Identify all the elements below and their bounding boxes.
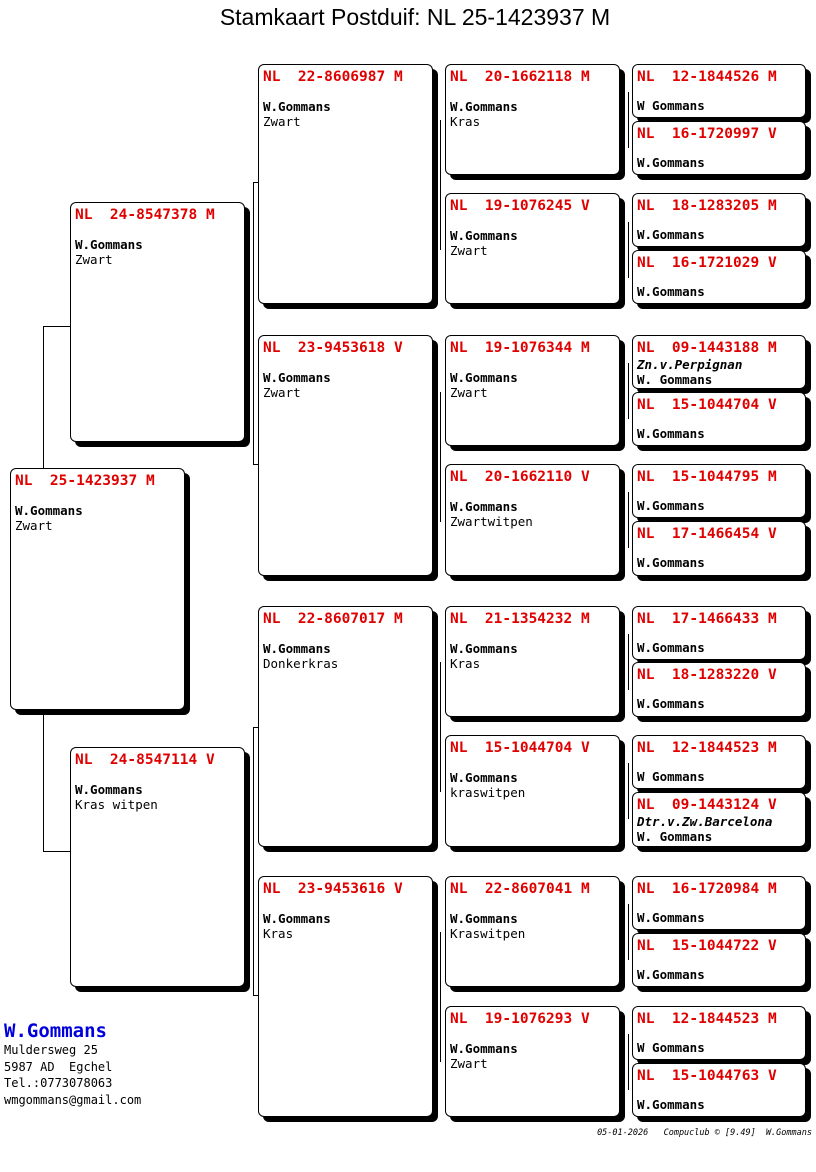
pigeon-color: Zwartwitpen [450, 514, 533, 529]
connector-line [253, 182, 254, 464]
pigeon-color: Zwart [450, 243, 488, 258]
ring-number: NL 25-1423937 M [15, 473, 155, 489]
owner-name: W.Gommans [450, 770, 518, 785]
ring-number: NL 22-8606987 M [263, 69, 403, 85]
great-great-grandparent-card [632, 792, 806, 847]
owner-name: W.Gommans [637, 155, 705, 170]
connector-line [43, 326, 44, 468]
owner-name: W.Gommans [450, 911, 518, 926]
pigeon-color: Donkerkras [263, 656, 339, 671]
breeder-name: W.Gommans [4, 1020, 107, 1042]
owner-name: W Gommans [637, 1040, 705, 1055]
ring-number: NL 17-1466454 V [637, 526, 777, 542]
breeder-info [4, 1020, 141, 1108]
subject-card [10, 468, 185, 710]
owner-name: W.Gommans [263, 641, 331, 656]
owner-name: W.Gommans [450, 1041, 518, 1056]
ring-number: NL 19-1076293 V [450, 1011, 590, 1027]
owner-name: W.Gommans [637, 426, 705, 441]
ring-number: NL 15-1044722 V [637, 938, 777, 954]
connector-line [628, 92, 629, 148]
great-grandparent-card [445, 876, 620, 987]
connector-line [628, 904, 629, 960]
pigeon-color: Zwart [450, 385, 488, 400]
grandparent-card [258, 606, 433, 847]
connector-line [628, 222, 629, 278]
connector-line [440, 662, 441, 792]
owner-name: W.Gommans [263, 911, 331, 926]
pigeon-color: Zwart [75, 252, 113, 267]
great-great-grandparent-card [632, 876, 806, 930]
great-grandparent-card [445, 193, 620, 304]
owner-name: W.Gommans [450, 228, 518, 243]
pigeon-color: Zwart [450, 1056, 488, 1071]
connector-line [628, 492, 629, 548]
great-grandparent-card [445, 606, 620, 717]
owner-name: W.Gommans [75, 237, 143, 252]
owner-name: W.Gommans [263, 370, 331, 385]
ring-number: NL 21-1354232 M [450, 611, 590, 627]
pigeon-color: Kraswitpen [450, 926, 526, 941]
pigeon-color: Kras [263, 926, 294, 941]
ring-number: NL 09-1443124 V [637, 797, 777, 813]
ring-number: NL 23-9453616 V [263, 881, 403, 897]
owner-name: W.Gommans [637, 555, 705, 570]
breeder-city: 5987 AD Egchel [4, 1059, 113, 1074]
great-great-grandparent-card [632, 933, 806, 987]
owner-name: W.Gommans [450, 499, 518, 514]
connector-line [253, 727, 254, 995]
owner-name: W.Gommans [637, 910, 705, 925]
ring-number: NL 15-1044704 V [450, 740, 590, 756]
great-great-grandparent-card [632, 662, 806, 717]
great-great-grandparent-card [632, 250, 806, 304]
owner-name: W.Gommans [637, 284, 705, 299]
pigeon-color: Kras [450, 656, 481, 671]
great-grandparent-card [445, 735, 620, 847]
ring-number: NL 16-1720997 V [637, 126, 777, 142]
ring-number: NL 22-8607017 M [263, 611, 403, 627]
great-great-grandparent-card [632, 735, 806, 789]
great-great-grandparent-card [632, 1006, 806, 1060]
connector-line [43, 326, 71, 327]
great-grandparent-card [445, 1006, 620, 1117]
pigeon-color: Zwart [15, 518, 53, 533]
ring-number: NL 17-1466433 M [637, 611, 777, 627]
pedigree-note: Zn.v.Perpignan [637, 357, 743, 372]
great-great-grandparent-card [632, 335, 806, 389]
connector-line [440, 120, 441, 250]
great-grandparent-card [445, 464, 620, 576]
pigeon-color: Zwart [263, 114, 301, 129]
ring-number: NL 19-1076344 M [450, 340, 590, 356]
owner-name: W Gommans [637, 98, 705, 113]
owner-name: W.Gommans [450, 370, 518, 385]
grandparent-card [258, 876, 433, 1117]
breeder-email: wmgommans@gmail.com [4, 1092, 142, 1107]
owner-name: W.Gommans [637, 696, 705, 711]
ring-number: NL 12-1844526 M [637, 69, 777, 85]
connector-line [628, 1034, 629, 1090]
owner-name: W.Gommans [637, 640, 705, 655]
ring-number: NL 20-1662110 V [450, 469, 590, 485]
great-grandparent-card [445, 64, 620, 175]
owner-name: W.Gommans [75, 782, 143, 797]
owner-name: W.Gommans [15, 503, 83, 518]
great-great-grandparent-card [632, 521, 806, 576]
great-grandparent-card [445, 335, 620, 446]
great-great-grandparent-card [632, 1063, 806, 1117]
connector-line [43, 715, 44, 851]
great-great-grandparent-card [632, 193, 806, 247]
ring-number: NL 12-1844523 M [637, 1011, 777, 1027]
owner-name: W Gommans [637, 769, 705, 784]
pigeon-color: Kras witpen [75, 797, 158, 812]
owner-name: W.Gommans [637, 967, 705, 982]
connector-line [440, 392, 441, 522]
owner-name: W. Gommans [637, 372, 713, 387]
father-card [70, 202, 245, 442]
owner-name: W.Gommans [450, 641, 518, 656]
ring-number: NL 20-1662118 M [450, 69, 590, 85]
ring-number: NL 09-1443188 M [637, 340, 777, 356]
ring-number: NL 12-1844523 M [637, 740, 777, 756]
great-great-grandparent-card [632, 392, 806, 446]
ring-number: NL 19-1076245 V [450, 198, 590, 214]
ring-number: NL 16-1720984 M [637, 881, 777, 897]
owner-name: W. Gommans [637, 829, 713, 844]
ring-number: NL 15-1044763 V [637, 1068, 777, 1084]
ring-number: NL 24-8547378 M [75, 207, 215, 223]
connector-line [43, 851, 71, 852]
ring-number: NL 24-8547114 V [75, 752, 215, 768]
great-great-grandparent-card [632, 606, 806, 660]
pigeon-color: kraswitpen [450, 785, 526, 800]
owner-name: W.Gommans [637, 227, 705, 242]
mother-card [70, 747, 245, 987]
ring-number: NL 16-1721029 V [637, 255, 777, 271]
ring-number: NL 15-1044704 V [637, 397, 777, 413]
grandparent-card [258, 64, 433, 304]
ring-number: NL 15-1044795 M [637, 469, 777, 485]
pigeon-color: Zwart [263, 385, 301, 400]
ring-number: NL 18-1283205 M [637, 198, 777, 214]
breeder-address: Muldersweg 25 [4, 1043, 98, 1057]
connector-line [628, 763, 629, 819]
ring-number: NL 22-8607041 M [450, 881, 590, 897]
breeder-phone: Tel.:0773078063 [4, 1076, 113, 1090]
ring-number: NL 18-1283220 V [637, 667, 777, 683]
connector-line [628, 363, 629, 419]
great-great-grandparent-card [632, 121, 806, 175]
owner-name: W.Gommans [637, 498, 705, 513]
connector-line [628, 634, 629, 690]
owner-name: W.Gommans [637, 1097, 705, 1112]
footer-credit: 05-01-2026 Compuclub © [9.49] W.Gommans [597, 1128, 812, 1138]
great-great-grandparent-card [632, 64, 806, 118]
connector-line [440, 932, 441, 1062]
pigeon-color: Kras [450, 114, 481, 129]
great-great-grandparent-card [632, 464, 806, 518]
ring-number: NL 23-9453618 V [263, 340, 403, 356]
pedigree-note: Dtr.v.Zw.Barcelona [637, 814, 773, 829]
grandparent-card [258, 335, 433, 576]
owner-name: W.Gommans [263, 99, 331, 114]
owner-name: W.Gommans [450, 99, 518, 114]
page-title: Stamkaart Postduif: NL 25-1423937 M [219, 4, 611, 30]
